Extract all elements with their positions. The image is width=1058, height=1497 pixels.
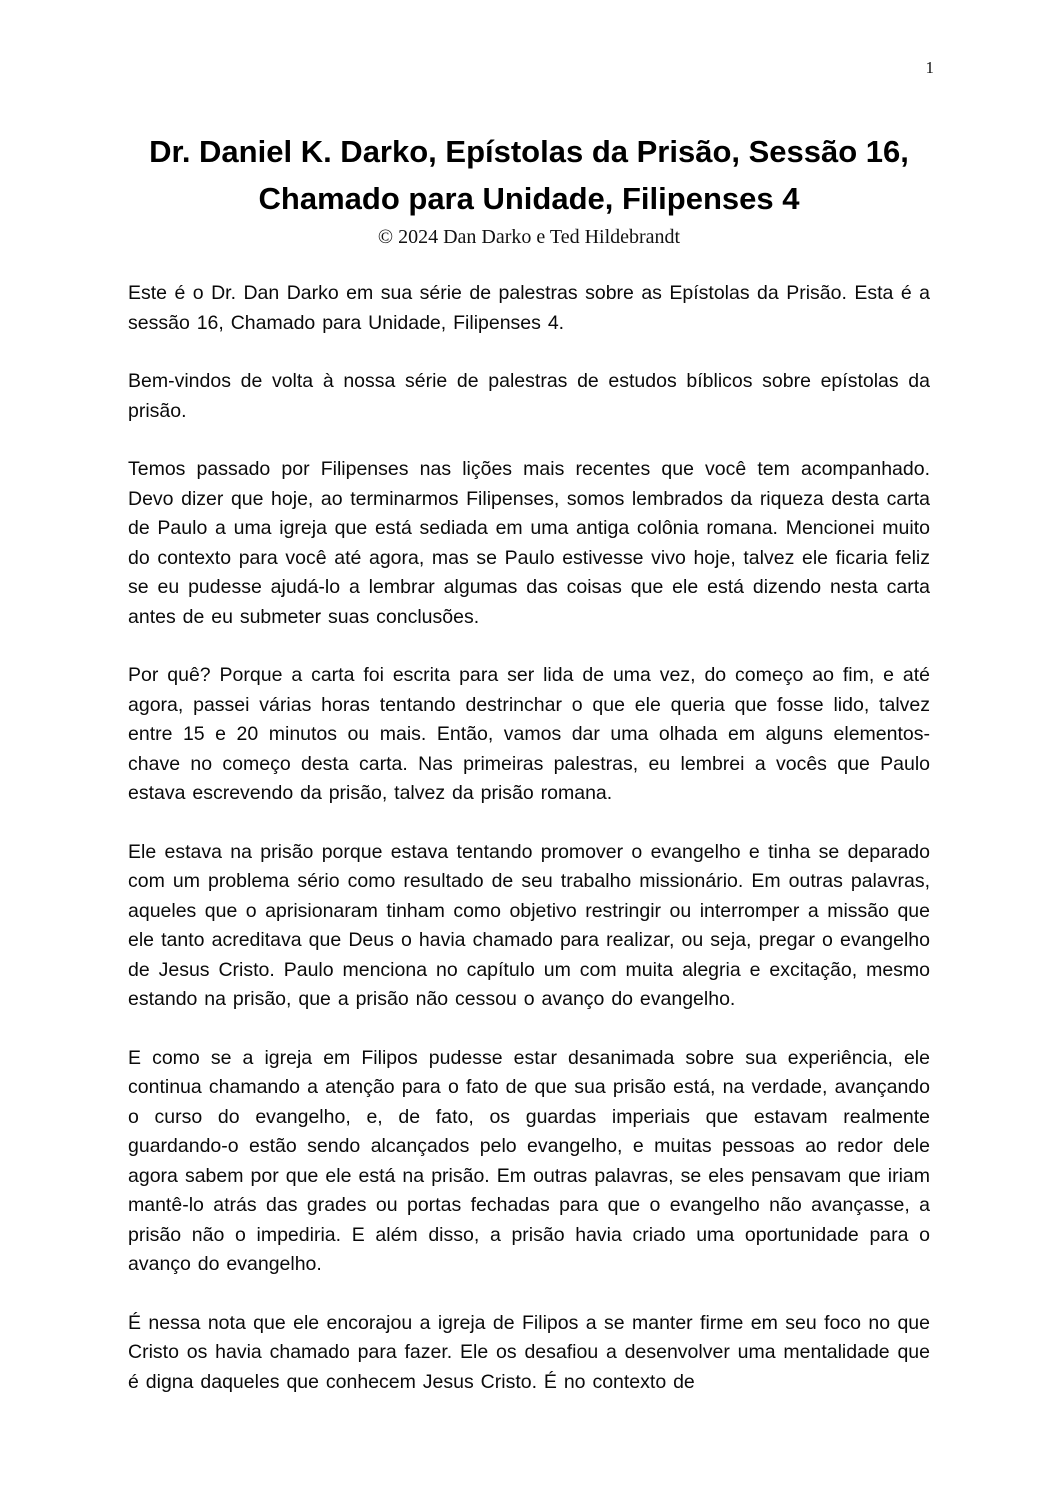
document-title: [110, 128, 948, 222]
paragraph: Temos passado por Filipenses nas lições mais recentes que você tem acompanhado. Devo dizer que hoje, ao terminarmos Filipenses, somos lembrados da riqueza desta carta de Paulo a uma igreja que está sediada em uma antiga colônia romana. Mencionei muito do contexto para você até agora, mas se Paulo estivesse vivo hoje, talvez ele ficaria feliz se eu pudesse ajudá-lo a lembrar algumas das coisas que ele está dizendo nesta carta antes de eu submeter suas conclusões.: [128, 458, 930, 628]
paragraph: Bem-vindos de volta à nossa série de palestras de estudos bíblicos sobre epístolas da prisão.: [128, 370, 930, 422]
paragraph: Este é o Dr. Dan Darko em sua série de palestras sobre as Epístolas da Prisão. Esta é a sessão 16, Chamado para Unidade, Filipenses 4.: [128, 282, 930, 334]
document-title-line-1: Dr. Daniel K. Darko, Epístolas da Prisão, Sessão 16,: [149, 134, 909, 169]
copyright-line: © 2024 Dan Darko e Ted Hildebrandt: [377, 226, 681, 248]
paragraph: E como se a igreja em Filipos pudesse estar desanimada sobre sua experiência, ele continua chamando a atenção para o fato de que sua prisão está, na verdade, avançando o curso do evangelho, e, de fato, os guardas imperiais que estavam realmente guardando-o estão sendo alcançados pelo evangelho, e muitas pessoas ao redor dele agora sabem por que ele está na prisão. Em outras palavras, se eles pensavam que iriam mantê-lo atrás das grades ou portas fechadas para que o evangelho não avançasse, a prisão não o impediria. E além disso, a prisão havia criado uma oportunidade para o avanço do evangelho.: [128, 1046, 930, 1275]
document-body: [128, 279, 930, 1397]
page-number: 1: [925, 58, 934, 77]
document-title-line-2: Chamado para Unidade, Filipenses 4: [258, 181, 800, 216]
paragraph: É nessa nota que ele encorajou a igreja de Filipos a se manter firme em seu foco no que Cristo os havia chamado para fazer. Ele os desafiou a desenvolver uma mentalidade que é digna daqueles que conhecem Jesus Cristo. É no contexto de: [128, 1311, 930, 1393]
paragraph: Por quê? Porque a carta foi escrita para ser lida de uma vez, do começo ao fim, e até agora, passei várias horas tentando destrinchar o que ele queria que fosse lido, talvez entre 15 e 20 minutos ou mais. Então, vamos dar uma olhada em alguns elementos-chave no começo desta carta. Nas primeiras palestras, eu lembrei a vocês que Paulo estava escrevendo da prisão, talvez da prisão romana.: [128, 664, 930, 804]
paragraph: Ele estava na prisão porque estava tentando promover o evangelho e tinha se deparado com um problema sério como resultado de seu trabalho missionário. Em outras palavras, aqueles que o aprisionaram tinham como objetivo restringir ou interromper a missão que ele tanto acreditava que Deus o havia chamado para realizar, ou seja, pregar o evangelho de Jesus Cristo. Paulo menciona no capítulo um com muita alegria e excitação, mesmo estando na prisão, que a prisão não cessou o avanço do evangelho.: [128, 840, 930, 1010]
